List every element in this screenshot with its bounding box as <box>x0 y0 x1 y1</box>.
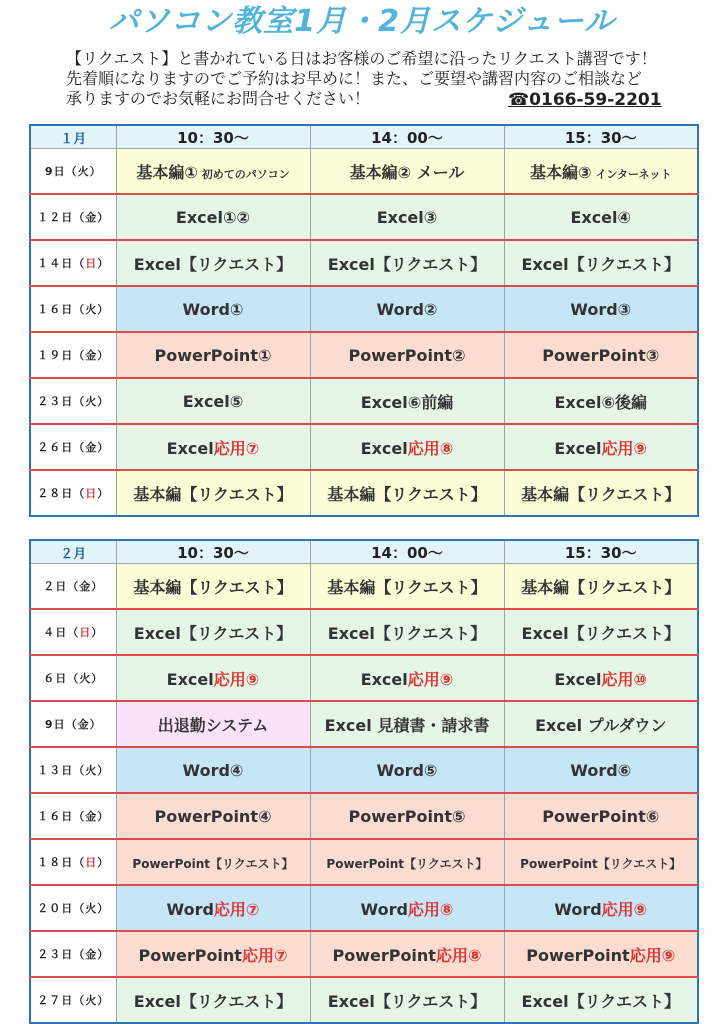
class-slot[interactable] <box>310 470 504 516</box>
class-title: Excel <box>554 669 602 689</box>
february-schedule-table <box>29 539 699 1024</box>
date-cell <box>30 931 116 977</box>
date-cell <box>30 564 116 610</box>
schedule-row <box>30 149 698 195</box>
class-slot[interactable] <box>116 655 310 701</box>
class-title: Word <box>166 899 214 919</box>
date-cell <box>30 609 116 655</box>
class-slot[interactable] <box>310 378 504 424</box>
class-slot[interactable] <box>504 332 698 378</box>
date-label: ２６日（金） <box>37 441 110 454</box>
class-slot[interactable] <box>504 701 698 747</box>
schedule-row <box>30 332 698 378</box>
class-slot[interactable] <box>116 793 310 839</box>
notice-line-1: 【リクエスト】と書かれている日はお客様のご希望に沿ったリクエスト講習です！ <box>66 49 657 68</box>
month-label: １月 <box>30 125 116 149</box>
date-label: １８日（日） <box>37 856 110 869</box>
class-slot[interactable] <box>116 931 310 977</box>
date-label: 9日（金） <box>44 718 102 731</box>
schedule-row <box>30 655 698 701</box>
class-title: PowerPoint① <box>154 345 272 365</box>
class-slot[interactable] <box>310 931 504 977</box>
phone-number[interactable]: ☎0166-59-2201 <box>508 90 662 110</box>
date-cell <box>30 424 116 470</box>
class-title: Excel③ <box>376 207 438 227</box>
class-slot[interactable] <box>116 240 310 286</box>
class-slot[interactable] <box>116 701 310 747</box>
date-label: ２日（金） <box>43 580 104 593</box>
class-slot[interactable] <box>116 564 310 610</box>
class-slot[interactable] <box>504 655 698 701</box>
class-slot[interactable] <box>504 564 698 610</box>
class-title: Excel④ <box>570 207 632 227</box>
time-header: 10：30～ <box>116 125 310 149</box>
class-slot[interactable] <box>116 470 310 516</box>
class-title: Excel【リクエスト】 <box>327 623 487 643</box>
date-label: １９日（金） <box>37 349 110 362</box>
schedule-row <box>30 286 698 332</box>
class-slot[interactable] <box>504 609 698 655</box>
date-cell <box>30 470 116 516</box>
class-slot[interactable] <box>504 149 698 195</box>
class-title: 基本編【リクエスト】 <box>521 577 681 597</box>
class-slot[interactable] <box>310 977 504 1023</box>
class-slot[interactable] <box>310 609 504 655</box>
page-title: パソコン教室1月・2月スケジュール <box>108 4 616 39</box>
date-cell <box>30 977 116 1023</box>
schedule-row <box>30 885 698 931</box>
class-title: Word <box>554 899 602 919</box>
advanced-tag: 応用⑧ <box>407 438 454 458</box>
schedule-row <box>30 931 698 977</box>
class-slot[interactable] <box>310 793 504 839</box>
class-title: PowerPoint④ <box>154 806 272 826</box>
class-slot[interactable] <box>504 793 698 839</box>
class-title: Excel【リクエスト】 <box>133 254 293 274</box>
time-header: 15：30～ <box>504 540 698 564</box>
date-label: ２８日（日） <box>37 487 110 500</box>
class-title: Word① <box>182 299 244 319</box>
class-title: Excel⑤ <box>182 391 244 411</box>
date-cell <box>30 286 116 332</box>
class-slot[interactable] <box>116 424 310 470</box>
sunday-marker: 日 <box>85 856 98 869</box>
class-title: 基本編【リクエスト】 <box>133 484 293 504</box>
class-title: Excel⑥前編 <box>360 392 454 412</box>
class-slot[interactable] <box>116 286 310 332</box>
class-title: Word <box>360 899 408 919</box>
advanced-tag: 応用⑧ <box>407 899 454 919</box>
class-slot[interactable] <box>310 655 504 701</box>
class-title: Excel <box>166 438 214 458</box>
class-title: Excel【リクエスト】 <box>521 254 680 274</box>
advanced-tag: 応用⑩ <box>601 669 648 689</box>
class-slot[interactable] <box>504 424 698 470</box>
class-slot[interactable] <box>504 977 698 1023</box>
class-slot[interactable] <box>310 747 504 793</box>
date-cell <box>30 240 116 286</box>
class-slot[interactable] <box>310 424 504 470</box>
class-slot[interactable] <box>310 240 504 286</box>
class-slot[interactable] <box>310 194 504 240</box>
advanced-tag: 応用⑦ <box>213 899 260 919</box>
class-slot[interactable] <box>504 240 698 286</box>
sunday-marker: 日 <box>79 626 92 639</box>
class-slot[interactable] <box>504 839 698 885</box>
time-header: 14：00～ <box>310 540 504 564</box>
notice-line-2: 先着順になりますのでご予約はお早めに！また、ご要望や講習内容のご相談など <box>66 69 643 88</box>
class-slot[interactable] <box>310 885 504 931</box>
class-title: Excel プルダウン <box>535 715 667 735</box>
class-title: Excel【リクエスト】 <box>327 991 487 1011</box>
class-title: PowerPoint【リクエスト】 <box>132 856 294 871</box>
class-title: Word⑥ <box>570 760 632 780</box>
date-cell <box>30 332 116 378</box>
class-title: Excel【リクエスト】 <box>133 623 293 643</box>
schedule-row <box>30 240 698 286</box>
advanced-tag: 応用⑨ <box>601 899 648 919</box>
class-title: Excel【リクエスト】 <box>521 991 680 1011</box>
schedule-row <box>30 564 698 610</box>
class-title: Excel 見積書・請求書 <box>324 715 490 735</box>
class-title: 基本編【リクエスト】 <box>327 577 487 597</box>
date-cell <box>30 194 116 240</box>
date-cell <box>30 149 116 195</box>
advanced-tag: 応用⑧ <box>435 945 482 965</box>
class-slot[interactable] <box>310 332 504 378</box>
advanced-tag: 応用⑦ <box>213 438 260 458</box>
date-label: １２日（金） <box>37 211 110 224</box>
class-title: PowerPoint <box>526 945 630 965</box>
date-cell <box>30 655 116 701</box>
class-slot[interactable] <box>116 149 310 195</box>
schedule-row <box>30 194 698 240</box>
advanced-tag: 応用⑦ <box>241 945 288 965</box>
class-slot[interactable] <box>116 977 310 1023</box>
date-label: １６日（金） <box>37 810 110 823</box>
schedule-row <box>30 609 698 655</box>
class-title: Excel【リクエスト】 <box>521 623 680 643</box>
class-slot[interactable] <box>116 332 310 378</box>
class-title: 基本編③ <box>530 162 592 182</box>
date-cell <box>30 885 116 931</box>
class-title: 出退勤システム <box>157 715 269 735</box>
schedule-row <box>30 793 698 839</box>
class-slot[interactable] <box>504 470 698 516</box>
class-title: PowerPoint <box>332 945 436 965</box>
date-label: １４日（日） <box>37 257 110 270</box>
schedule-row <box>30 470 698 516</box>
class-slot[interactable] <box>504 931 698 977</box>
class-title: Excel①② <box>175 207 251 227</box>
schedule-row <box>30 839 698 885</box>
class-slot[interactable] <box>310 701 504 747</box>
january-schedule-table <box>29 124 699 517</box>
class-slot[interactable] <box>310 149 504 195</box>
class-title: 基本編② メール <box>349 162 465 182</box>
schedule-row <box>30 977 698 1023</box>
class-slot[interactable] <box>116 609 310 655</box>
class-title: Excel【リクエスト】 <box>327 254 487 274</box>
class-subtitle: 初めてのパソコン <box>197 167 290 181</box>
date-label: ２７日（火） <box>37 994 110 1007</box>
class-slot[interactable] <box>504 885 698 931</box>
date-label: ２３日（金） <box>37 948 110 961</box>
class-title: PowerPoint② <box>348 345 466 365</box>
class-title: PowerPoint③ <box>542 345 660 365</box>
sunday-marker: 日 <box>85 257 98 270</box>
class-slot[interactable] <box>116 747 310 793</box>
class-title: PowerPoint⑤ <box>348 806 466 826</box>
date-cell <box>30 839 116 885</box>
class-title: PowerPoint⑥ <box>542 806 660 826</box>
class-title: 基本編① <box>136 162 198 182</box>
advanced-tag: 応用⑨ <box>213 669 260 689</box>
class-title: 基本編【リクエスト】 <box>133 577 293 597</box>
advanced-tag: 応用⑨ <box>407 669 454 689</box>
class-slot[interactable] <box>310 286 504 332</box>
date-cell <box>30 701 116 747</box>
date-cell <box>30 793 116 839</box>
time-header: 15：30～ <box>504 125 698 149</box>
february-header-row <box>30 540 698 564</box>
class-slot[interactable] <box>504 194 698 240</box>
advanced-tag: 応用⑨ <box>601 438 648 458</box>
schedule-row <box>30 378 698 424</box>
date-label: ６日（火） <box>43 672 104 685</box>
class-title: PowerPoint【リクエスト】 <box>326 856 488 871</box>
class-title: Excel <box>554 438 602 458</box>
class-title: 基本編【リクエスト】 <box>327 484 487 504</box>
schedule-row <box>30 701 698 747</box>
class-slot[interactable] <box>310 564 504 610</box>
class-slot[interactable] <box>116 885 310 931</box>
date-label: ２３日（火） <box>37 395 110 408</box>
january-header-row <box>30 125 698 149</box>
class-slot[interactable] <box>310 839 504 885</box>
class-slot[interactable] <box>116 839 310 885</box>
schedule-row <box>30 747 698 793</box>
date-label: ４日（日） <box>43 626 104 639</box>
notice-line-3: 承りますのでお気軽にお問合せください！ <box>66 89 371 108</box>
class-slot[interactable] <box>504 378 698 424</box>
class-slot[interactable] <box>504 747 698 793</box>
month-label: ２月 <box>30 540 116 564</box>
class-title: Word⑤ <box>376 760 438 780</box>
class-slot[interactable] <box>504 286 698 332</box>
date-label: １６日（火） <box>37 303 110 316</box>
advanced-tag: 応用⑨ <box>629 945 676 965</box>
sunday-marker: 日 <box>85 487 98 500</box>
time-header: 10：30～ <box>116 540 310 564</box>
time-header: 14：00～ <box>310 125 504 149</box>
class-slot[interactable] <box>116 194 310 240</box>
class-subtitle: インターネット <box>591 167 672 181</box>
schedule-row <box>30 424 698 470</box>
class-title: Excel⑥後編 <box>554 392 648 412</box>
date-cell <box>30 747 116 793</box>
class-title: Word④ <box>182 760 244 780</box>
class-title: Word③ <box>570 299 632 319</box>
class-title: Word② <box>376 299 438 319</box>
class-title: Excel【リクエスト】 <box>133 991 293 1011</box>
date-label: ２０日（火） <box>37 902 110 915</box>
class-title: 基本編【リクエスト】 <box>521 484 681 504</box>
date-label: 9日（火） <box>44 165 102 178</box>
class-title: Excel <box>360 438 408 458</box>
class-title: Excel <box>360 669 408 689</box>
date-cell <box>30 378 116 424</box>
class-title: PowerPoint <box>138 945 242 965</box>
date-label: １３日（火） <box>37 764 110 777</box>
class-title: Excel <box>166 669 214 689</box>
class-title: PowerPoint【リクエスト】 <box>520 856 682 871</box>
class-slot[interactable] <box>116 378 310 424</box>
